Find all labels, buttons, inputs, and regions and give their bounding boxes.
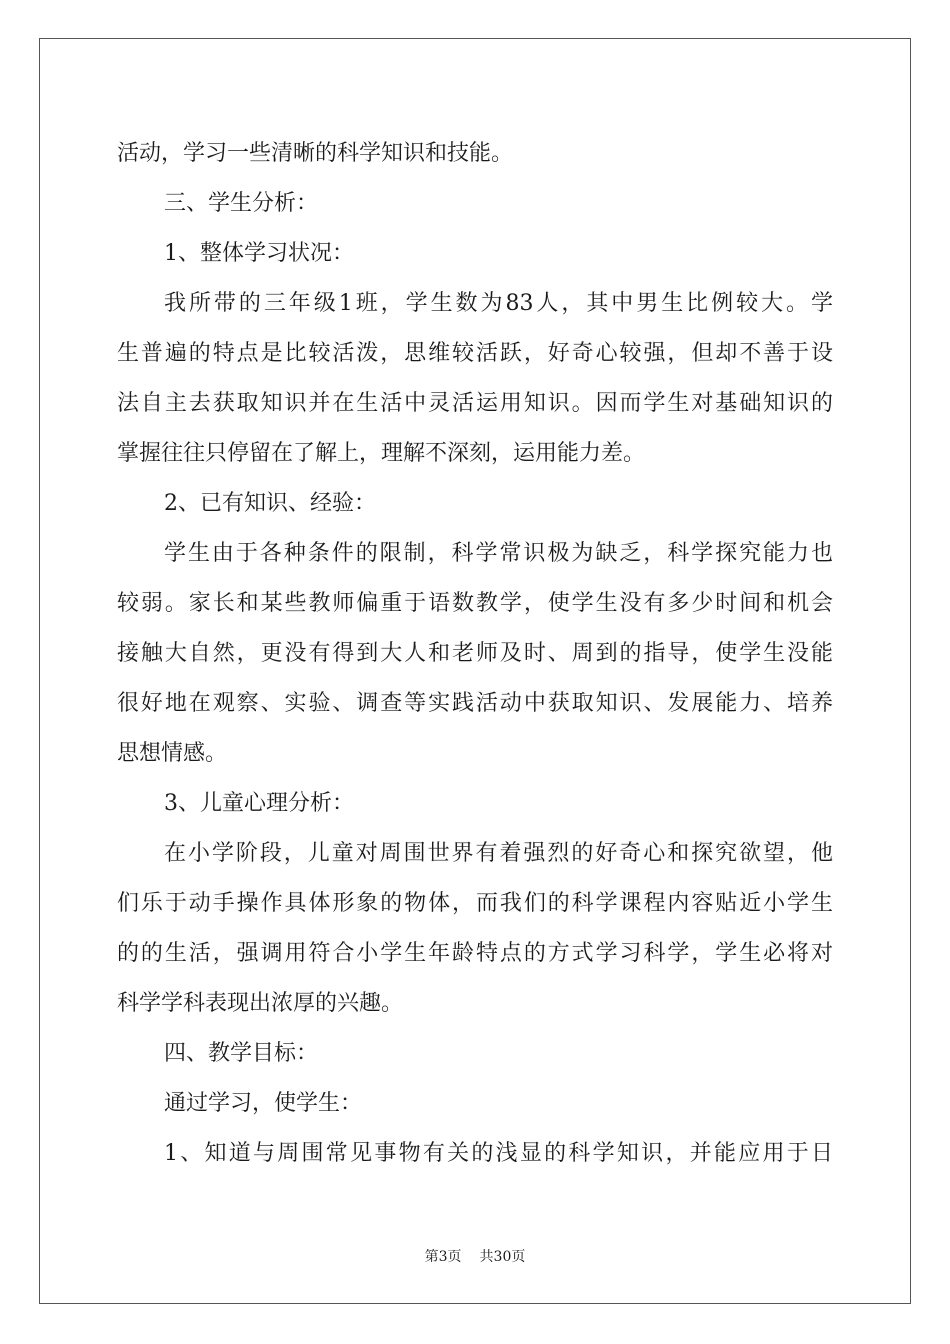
page-number: 第3页 (424, 1249, 462, 1265)
paragraph-line: 接触大自然，更没有得到大人和老师及时、周到的指导，使学生没能 (117, 641, 833, 666)
subsection-heading: 1、整体学习状况： (164, 241, 354, 266)
paragraph-line: 掌握往往只停留在了解上，理解不深刻，运用能力差。 (117, 441, 646, 466)
paragraph-line: 通过学习，使学生： (164, 1091, 363, 1116)
paragraph-line: 在小学阶段，儿童对周围世界有着强烈的好奇心和探究欲望，他 (164, 841, 833, 866)
page-footer (0, 1248, 950, 1266)
paragraph-line: 1、知道与周围常见事物有关的浅显的科学知识，并能应用于日 (164, 1141, 833, 1166)
paragraph-line: 生普遍的特点是比较活泼，思维较活跃，好奇心较强，但却不善于设 (117, 341, 833, 366)
paragraph-line: 活动，学习一些清晰的科学知识和技能。 (117, 141, 514, 166)
paragraph-line: 们乐于动手操作具体形象的物体，而我们的科学课程内容贴近小学生 (117, 891, 833, 916)
paragraph-line: 的的生活，强调用符合小学生年龄特点的方式学习科学，学生必将对 (117, 941, 833, 966)
subsection-heading: 2、已有知识、经验： (164, 491, 376, 516)
document-body (117, 129, 833, 1179)
section-heading: 三、学生分析： (164, 191, 319, 216)
paragraph-line: 思想情感。 (117, 741, 228, 766)
section-heading: 四、教学目标： (164, 1041, 319, 1066)
paragraph-line: 学生由于各种条件的限制，科学常识极为缺乏，科学探究能力也 (164, 541, 833, 566)
paragraph-line: 法自主去获取知识并在生活中灵活运用知识。因而学生对基础知识的 (117, 391, 833, 416)
paragraph-line: 我所带的三年级1班，学生数为83人，其中男生比例较大。学 (164, 291, 833, 316)
page-total: 共30页 (479, 1249, 526, 1265)
paragraph-line: 很好地在观察、实验、调查等实践活动中获取知识、发展能力、培养 (117, 691, 833, 716)
paragraph-line: 科学学科表现出浓厚的兴趣。 (117, 991, 404, 1016)
subsection-heading: 3、儿童心理分析： (164, 791, 354, 816)
paragraph-line: 较弱。家长和某些教师偏重于语数教学，使学生没有多少时间和机会 (117, 591, 833, 616)
